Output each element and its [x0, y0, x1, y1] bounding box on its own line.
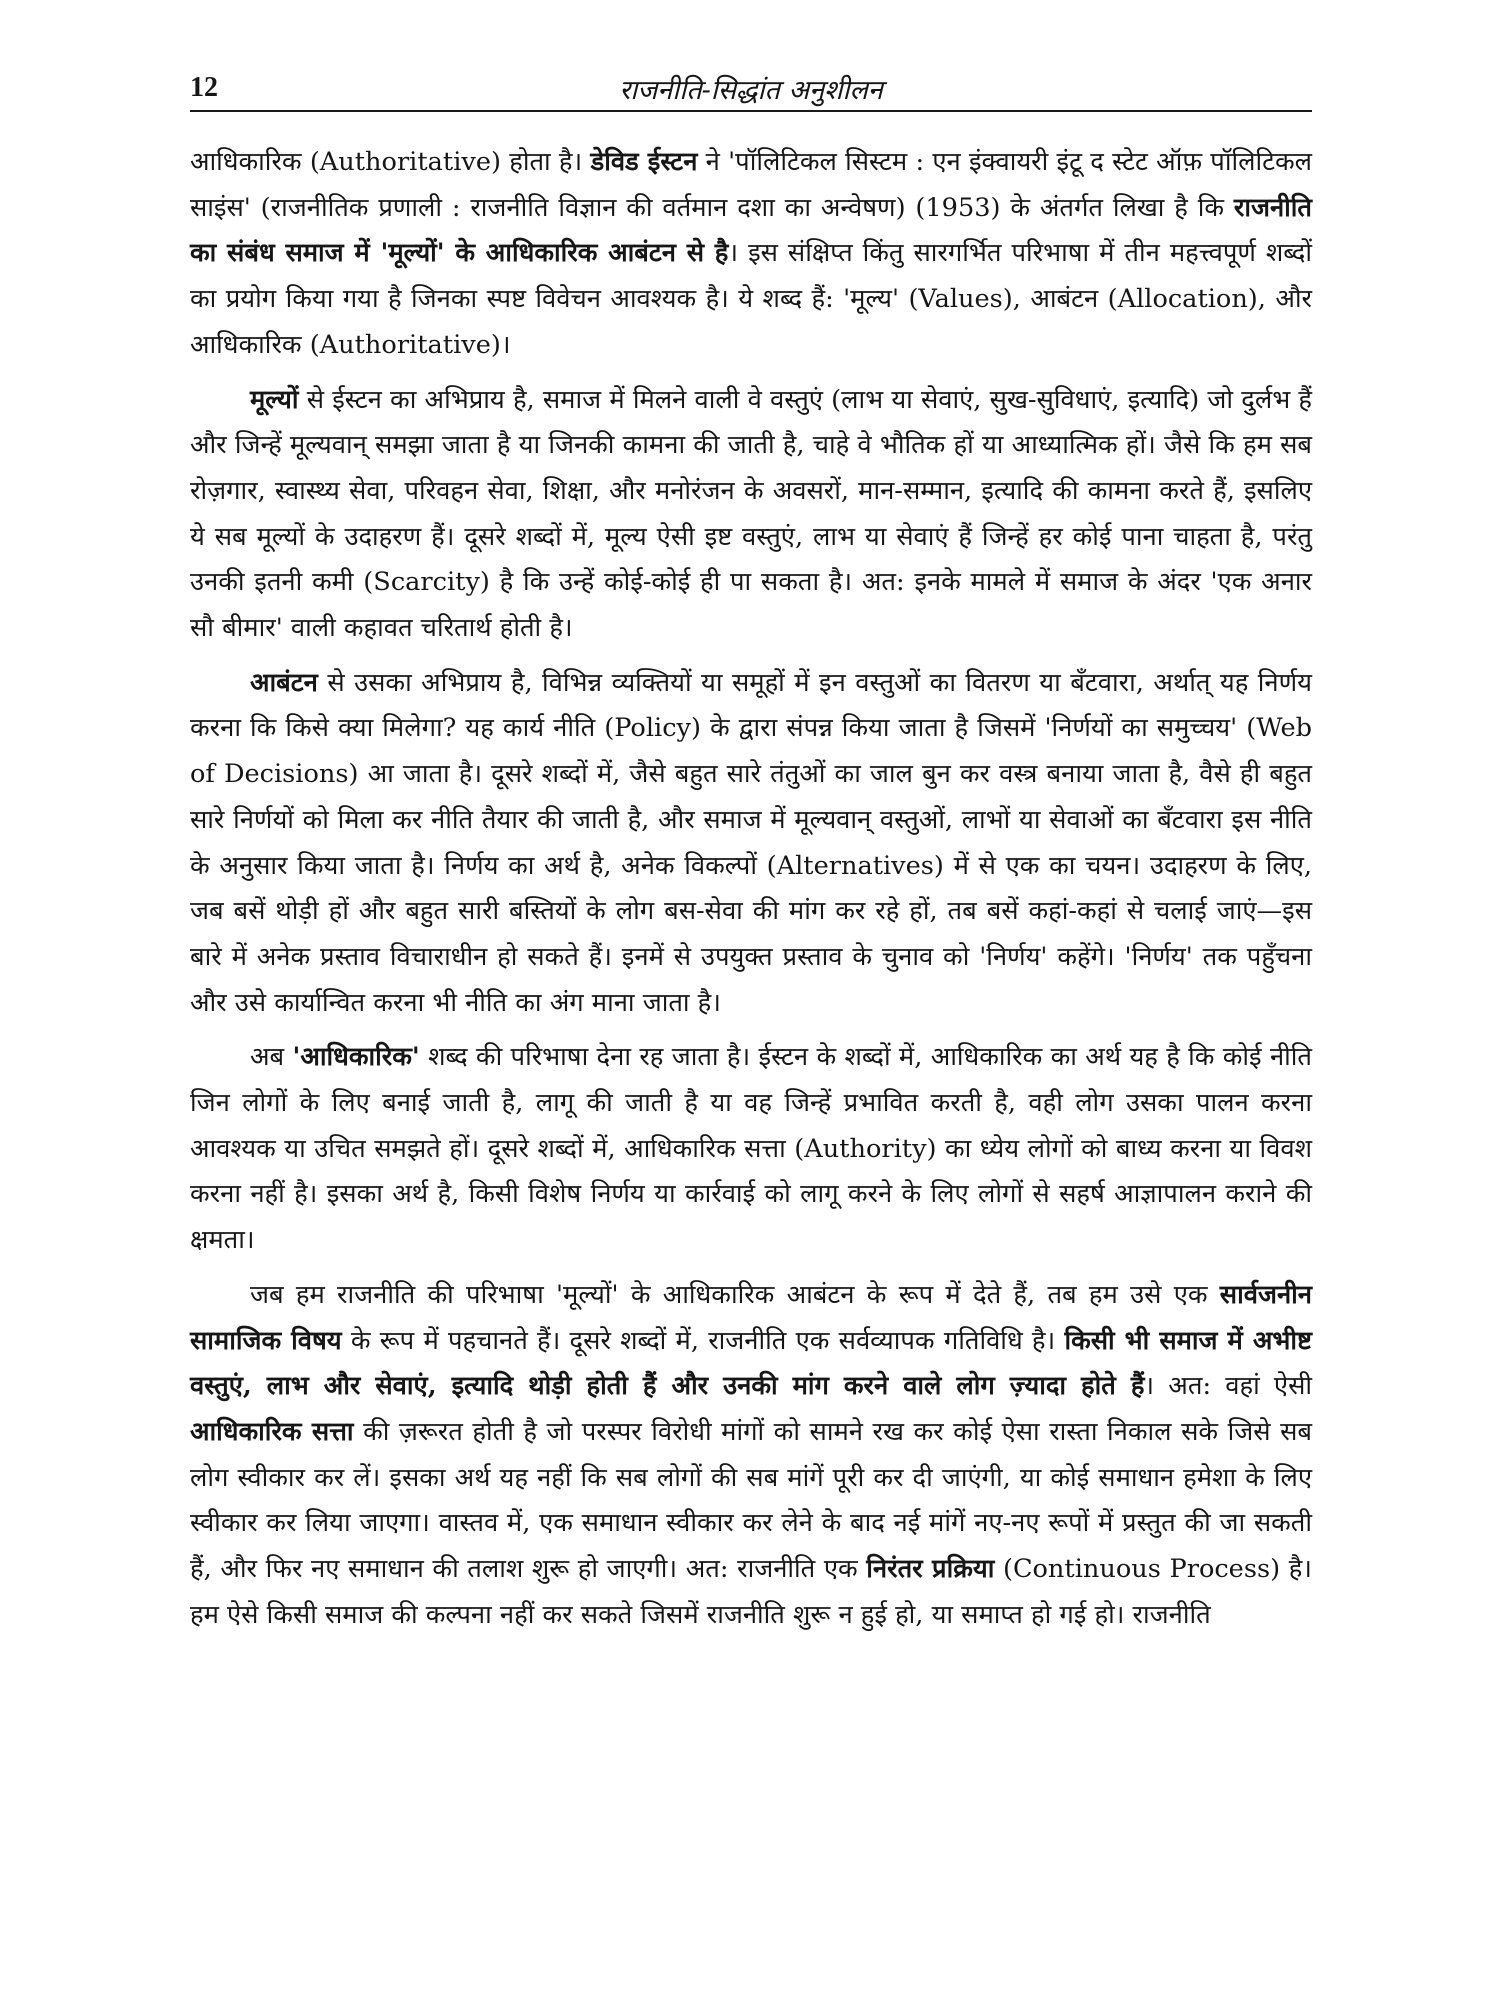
text-run: (Continuous Process) है। हम ऐसे किसी समाज की कल्पना नहीं कर सकते जिसमें राजनीति शुरू न हुई हो, या समाप्त हो गई हो। राजनीति — [190, 1554, 1312, 1630]
page-number: 12 — [190, 72, 218, 103]
text-run: अब — [250, 1042, 293, 1073]
running-title: राजनीति-सिद्धांत अनुशीलन — [619, 75, 883, 106]
text-run: जब हम राजनीति की परिभाषा 'मूल्यों' के आधिकारिक आबंटन के रूप में देते हैं, तब हम उसे एक — [250, 1279, 1220, 1310]
paragraph — [190, 661, 1312, 1027]
page-header — [190, 62, 1312, 112]
paragraph — [190, 1035, 1312, 1264]
text-run: ने 'पॉलिटिकल सिस्टम : एन इंक्वायरी इंटू द स्टेट ऑफ़ पॉलिटिकल साइंस' (राजनीतिक प्रणाली : राजनीति विज्ञान की वर्तमान दशा का अन्वेषण) (1953) के अंतर्गत लिखा है कि — [190, 147, 1312, 223]
bold-text-run: मूल्यों — [250, 384, 299, 415]
bold-text-run: सार्वजनीन सामाजिक विषय — [190, 1279, 1312, 1356]
text-run: की ज़रूरत होती है जो परस्पर विरोधी मांगों को सामने रख कर कोई ऐसा रास्ता निकाल सके जिसे सब लोग स्वीकार कर लें। इसका अर्थ यह नहीं कि सब लोगों की सब मांगें पूरी कर दी जाएंगी, या कोई समाधान हमेशा के लिए स्वीकार कर लिया जाएगा। वास्तव में, एक समाधान स्वीकार कर लेने के बाद नई मांगें नए-नए रूपों में प्रस्तुत की जा सकती हैं, और फिर नए समाधान की तलाश शुरू हो जाएगी। अत: राजनीति एक — [190, 1416, 1312, 1585]
text-run: से उसका अभिप्राय है, विभिन्न व्यक्तियों या समूहों में इन वस्तुओं का वितरण या बँटवारा, अर्थात् यह निर्णय करना कि किसे क्या मिलेगा? यह कार्य नीति (Policy) के द्वारा संपन्न किया जाता है जिसमें 'निर्णयों का समुच्चय' (Web of Decisions) आ जाता है। दूसरे शब्दों में, जैसे बहुत सारे तंतुओं का जाल बुन कर वस्त्र बनाया जाता है, वैसे ही बहुत सारे निर्णयों को मिला कर नीति तैयार की जाती है, और समाज में मूल्यवान् वस्तुओं, लाभों या सेवाओं का बँटवारा इस नीति के अनुसार किया जाता है। निर्णय का अर्थ है, अनेक विकल्पों (Alternatives) में से एक का चयन। उदाहरण के लिए, जब बसें थोड़ी हों और बहुत सारी बस्तियों के लोग बस-सेवा की मांग कर रहे हों, तब बसें कहां-कहां से चलाई जाएं—इस बारे में अनेक प्रस्ताव विचाराधीन हो सकते हैं। इनमें से उपयुक्त प्रस्ताव के चुनाव को 'निर्णय' कहेंगे। 'निर्णय' तक पहुँचना और उसे कार्यान्वित करना भी नीति का अंग माना जाता है। — [190, 667, 1312, 1018]
text-run: आधिकारिक (Authoritative) होता है। — [190, 147, 591, 177]
bold-text-run: आधिकारिक सत्ता — [190, 1416, 354, 1447]
paragraph — [190, 378, 1312, 652]
bold-text-run: डेविड ईस्टन — [590, 147, 698, 177]
text-run: । अत: वहां ऐसी — [1144, 1371, 1312, 1402]
text-run: से ईस्टन का अभिप्राय है, समाज में मिलने वाली वे वस्तुएं (लाभ या सेवाएं, सुख-सुविधाएं, इत्यादि) जो दुर्लभ हैं और जिन्हें मूल्यवान् समझा जाता है या जिनकी कामना की जाती है, चाहे वे भौतिक हों या आध्यात्मिक हों। जैसे कि हम सब रोज़गार, स्वास्थ्य सेवा, परिवहन सेवा, शिक्षा, और मनोरंजन के अवसरों, मान-सम्मान, इत्यादि की कामना करते हैं, इसलिए ये सब मूल्यों के उदाहरण हैं। दूसरे शब्दों में, मूल्य ऐसी इष्ट वस्तुएं, लाभ या सेवाएं हैं जिन्हें हर कोई पाना चाहता है, परंतु उनकी इतनी कमी (Scarcity) है कि उन्हें कोई-कोई ही पा सकता है। अत: इनके मामले में समाज के अंदर 'एक अनार सौ बीमार' वाली कहावत चरितार्थ होती है। — [190, 384, 1312, 644]
text-run: शब्द की परिभाषा देना रह जाता है। ईस्टन के शब्दों में, आधिकारिक का अर्थ यह है कि कोई नीति जिन लोगों के लिए बनाई जाती है, लागू की जाती है या वह जिन्हें प्रभावित करती है, वही लोग उसका पालन करना आवश्यक या उचित समझते हों। दूसरे शब्दों में, आधिकारिक सत्ता (Authority) का ध्येय लोगों को बाध्य करना या विवश करना नहीं है। इसका अर्थ है, किसी विशेष निर्णय या कार्रवाई को लागू करने के लिए लोगों से सहर्ष आज्ञापालन कराने की क्षमता। — [190, 1042, 1313, 1256]
text-run: के रूप में पहचानते हैं। दूसरे शब्दों में, राजनीति एक सर्वव्यापक गतिविधि है। — [341, 1325, 1065, 1356]
bold-text-run: आबंटन — [250, 667, 318, 698]
paragraph — [190, 140, 1312, 369]
text-run: । इस संक्षिप्त किंतु सारगर्भित परिभाषा में तीन महत्त्वपूर्ण शब्दों का प्रयोग किया गया है जिनका स्पष्ट विवेचन आवश्यक है। ये शब्द हैं: 'मूल्य' (Values), आबंटन (Allocation), और आधिकारिक (Authoritative)। — [190, 238, 1313, 360]
paragraph — [190, 1273, 1312, 1639]
bold-text-run: 'आधिकारिक' — [292, 1042, 420, 1073]
body-text — [190, 140, 1312, 1648]
bold-text-run: किसी भी समाज में अभीष्ट वस्तुएं, लाभ और सेवाएं, इत्यादि थोड़ी होती हैं और उनकी मांग करने वाले लोग ज़्यादा होते हैं — [190, 1325, 1312, 1402]
bold-text-run: निरंतर प्रक्रिया — [866, 1554, 995, 1585]
bold-text-run: राजनीति का संबंध समाज में 'मूल्यों' के आधिकारिक आबंटन से है — [190, 192, 1312, 269]
